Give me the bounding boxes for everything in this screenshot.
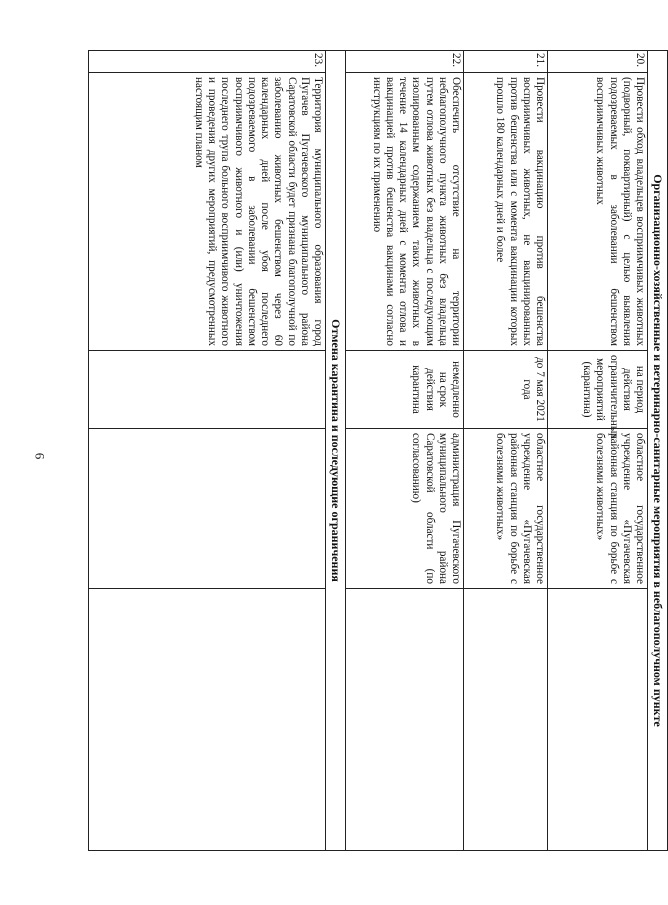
row-empty-cell: [548, 589, 648, 851]
section-title: Отмена карантина и последующие ограничения: [326, 51, 346, 851]
row-number: 22.: [346, 51, 464, 73]
table-row: [89, 51, 326, 851]
plan-table-rotated: [88, 50, 668, 850]
row-empty-cell: [346, 589, 464, 851]
measures-table: [88, 50, 668, 851]
row-responsible: областное государственное учреждение «Пугачевская районная станция по борьбе с болезнями животных»: [464, 429, 548, 589]
row-responsible: администрация Пугачевского муниципального района Саратовской области (по согласованию): [346, 429, 464, 589]
section-header-row: [648, 51, 668, 851]
row-responsible: [89, 429, 326, 589]
row-action: Провести вакцинацию против бешенства восприимчивых животных, не вакцинированных против бешенства или с момента вакцинации которых прошло 180 календарных дней и более: [464, 73, 548, 351]
row-action: Обеспечить отсутствие на территории неблагополучного пункта животных без владельца путем отлова животных без владельца с последующим изолированным содержанием таких животных в течение 14 календарных дней с момента отлова и вакцинацией против бешенства вакцинами согласно инструкциям по их применению: [346, 73, 464, 351]
row-number: 23.: [89, 51, 326, 73]
row-term: немедленно на срок действия карантина: [346, 351, 464, 429]
row-term: на период действия ограничительных мероприятий (карантина): [548, 351, 648, 429]
row-action: Территория муниципального образования город Пугачев Пугачевского муниципального района Саратовской области будет признана благополучной по заболеванию животных бешенством через 60 календарных дней после убоя последнего подозреваемого в заболевании бешенством восприимчивого животного и (или) уничтожения последнего трупа больного восприимчивого животного и проведения других мероприятий, предусмотренных настоящим планом: [89, 73, 326, 351]
table-row: [548, 51, 648, 851]
row-number: 21.: [464, 51, 548, 73]
section-header-row: [326, 51, 346, 851]
table-row: [346, 51, 464, 851]
row-action: Провести обход владельцев восприимчивых животных (подворный, поквартирный) с целью выявления подозреваемых в заболевании бешенством восприимчивых животных: [548, 73, 648, 351]
row-empty-cell: [464, 589, 548, 851]
row-term: [89, 351, 326, 429]
row-term: до 7 мая 2021 года: [464, 351, 548, 429]
section-title: Организационно-хозяйственные и ветеринарно-санитарные мероприятия в неблагополучном пункте: [648, 51, 668, 851]
row-number: 20.: [548, 51, 648, 73]
row-responsible: областное государственное учреждение «Пугачевская районная станция по борьбе с болезнями животных»: [548, 429, 648, 589]
page-number: 6: [32, 452, 48, 460]
table-row: [464, 51, 548, 851]
row-empty-cell: [89, 589, 326, 851]
